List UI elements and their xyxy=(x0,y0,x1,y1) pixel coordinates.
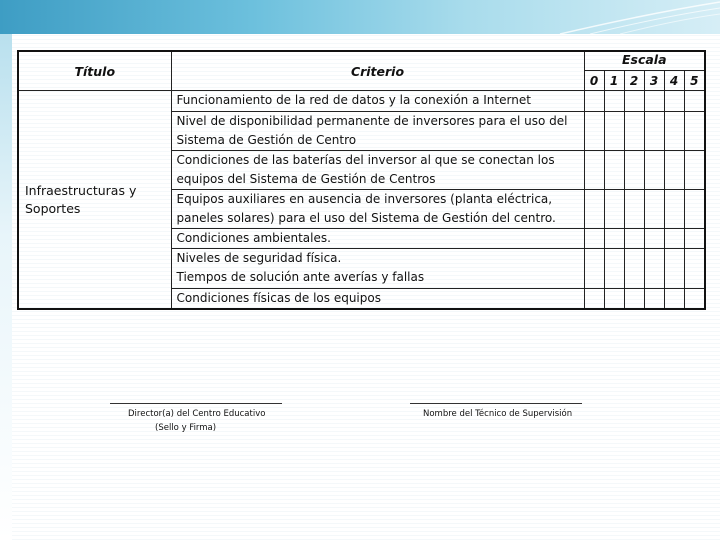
criterion-3: Condiciones de las baterías del inversor al que se conectan los equipos del Sistema de Gestión de Centros xyxy=(171,151,584,190)
score-cell[interactable] xyxy=(644,229,664,249)
score-cell[interactable] xyxy=(604,151,624,190)
score-cell[interactable] xyxy=(684,249,705,289)
evaluation-table xyxy=(17,50,706,310)
criterion-7: Condiciones físicas de los equipos xyxy=(171,289,584,310)
score-cell[interactable] xyxy=(584,91,604,112)
score-cell[interactable] xyxy=(584,229,604,249)
left-accent-bar xyxy=(0,34,12,540)
scale-value-1: 1 xyxy=(604,71,624,91)
header-scale: Escala xyxy=(584,51,705,71)
signature-line-technician xyxy=(410,403,582,404)
score-cell[interactable] xyxy=(604,249,624,289)
score-cell[interactable] xyxy=(644,249,664,289)
score-cell[interactable] xyxy=(644,91,664,112)
criterion-5: Condiciones ambientales. xyxy=(171,229,584,249)
score-cell[interactable] xyxy=(584,289,604,310)
score-cell[interactable] xyxy=(684,289,705,310)
score-cell[interactable] xyxy=(684,190,705,229)
score-cell[interactable] xyxy=(584,249,604,289)
score-cell[interactable] xyxy=(604,91,624,112)
score-cell[interactable] xyxy=(684,151,705,190)
header-criteria: Criterio xyxy=(171,51,584,91)
criterion-1: Funcionamiento de la red de datos y la conexión a Internet xyxy=(171,91,584,112)
criterion-2: Nivel de disponibilidad permanente de inversores para el uso del Sistema de Gestión de Centro xyxy=(171,112,584,151)
scale-value-3: 3 xyxy=(644,71,664,91)
scale-value-4: 4 xyxy=(664,71,684,91)
section-title: Infraestructuras y Soportes xyxy=(18,91,171,310)
criterion-4: Equipos auxiliares en ausencia de inversores (planta eléctrica, paneles solares) para el uso del Sistema de Gestión del centro. xyxy=(171,190,584,229)
score-cell[interactable] xyxy=(584,151,604,190)
score-cell[interactable] xyxy=(604,190,624,229)
score-cell[interactable] xyxy=(664,229,684,249)
score-cell[interactable] xyxy=(624,91,644,112)
score-cell[interactable] xyxy=(664,289,684,310)
score-cell[interactable] xyxy=(604,112,624,151)
seal-signature-label: (Sello y Firma) xyxy=(155,423,217,433)
score-cell[interactable] xyxy=(604,229,624,249)
score-cell[interactable] xyxy=(624,151,644,190)
score-cell[interactable] xyxy=(664,190,684,229)
score-cell[interactable] xyxy=(604,289,624,310)
director-label: Director(a) del Centro Educativo xyxy=(128,409,266,419)
score-cell[interactable] xyxy=(664,112,684,151)
signature-line-director xyxy=(110,403,282,404)
decorative-swoosh xyxy=(0,0,720,34)
score-cell[interactable] xyxy=(644,190,664,229)
score-cell[interactable] xyxy=(624,190,644,229)
header-title: Título xyxy=(18,51,171,91)
score-cell[interactable] xyxy=(684,112,705,151)
criterion-6: Niveles de seguridad física. Tiempos de solución ante averías y fallas xyxy=(171,249,584,289)
score-cell[interactable] xyxy=(584,190,604,229)
score-cell[interactable] xyxy=(644,151,664,190)
scale-value-0: 0 xyxy=(584,71,604,91)
technician-label: Nombre del Técnico de Supervisión xyxy=(423,409,573,419)
score-cell[interactable] xyxy=(664,91,684,112)
score-cell[interactable] xyxy=(644,289,664,310)
score-cell[interactable] xyxy=(644,112,664,151)
score-cell[interactable] xyxy=(684,91,705,112)
score-cell[interactable] xyxy=(584,112,604,151)
scale-value-5: 5 xyxy=(684,71,705,91)
score-cell[interactable] xyxy=(624,229,644,249)
score-cell[interactable] xyxy=(684,229,705,249)
header-band xyxy=(0,0,720,34)
score-cell[interactable] xyxy=(664,151,684,190)
scale-value-2: 2 xyxy=(624,71,644,91)
score-cell[interactable] xyxy=(624,249,644,289)
score-cell[interactable] xyxy=(624,289,644,310)
score-cell[interactable] xyxy=(624,112,644,151)
score-cell[interactable] xyxy=(664,249,684,289)
